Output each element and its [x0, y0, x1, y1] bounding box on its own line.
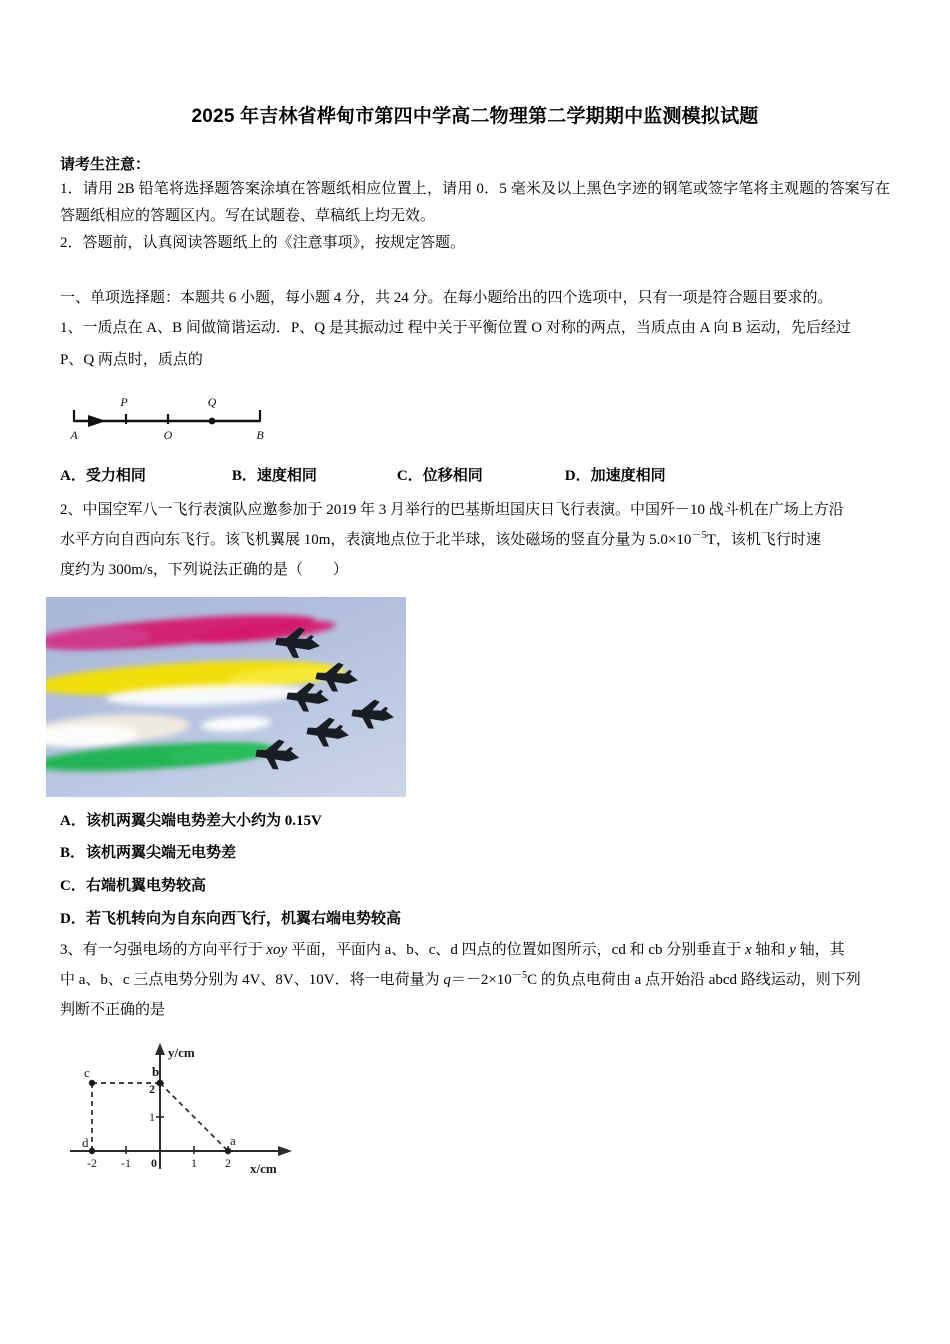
question-3-stem	[60, 935, 890, 965]
question-2-option-d[interactable]	[60, 903, 890, 936]
figure-fighter-jets-airshow	[60, 597, 890, 797]
question-2-number: 2、	[60, 501, 83, 518]
svg-text:a: a	[230, 1133, 236, 1149]
q3-line2-part-b: ＝－2×10	[450, 972, 512, 989]
svg-text:2: 2	[149, 1082, 155, 1097]
question-1-number: 1、	[60, 319, 83, 336]
question-1-options	[60, 464, 890, 485]
question-3-stem-line-2	[60, 965, 890, 995]
svg-text:P: P	[120, 394, 128, 409]
notice-heading: 请考生注意：	[60, 155, 151, 173]
question-2-options	[60, 805, 890, 936]
option-b-label: B．	[60, 845, 86, 862]
option-a-label: A．	[60, 812, 86, 829]
q3-y-symbol: y	[789, 942, 796, 959]
y-axis-label: y/cm	[168, 1045, 195, 1061]
question-2-stem-line-3: 度约为 300m/s，下列说法正确的是（ ）	[60, 561, 348, 578]
svg-text:A: A	[70, 427, 78, 442]
svg-text:B: B	[256, 427, 264, 442]
option-d-label: D．	[60, 910, 86, 927]
svg-text:-1: -1	[121, 1156, 131, 1171]
q2-line2-part-b: T，该机飞行时速	[706, 531, 821, 548]
option-c-text: 位移相同	[422, 467, 483, 484]
q3-q-symbol: q	[443, 972, 451, 989]
figure-harmonic-motion-number-line	[60, 391, 890, 448]
notice-item-2: 2．答题前，认真阅读答题纸上的《注意事项》，按规定答题。	[60, 235, 466, 252]
q3-line2-part-a: 中 a、b、c 三点电势分别为 4V、8V、10V．将一电荷量为	[60, 972, 444, 989]
svg-text:b: b	[152, 1064, 160, 1080]
svg-text:d: d	[82, 1135, 89, 1151]
option-c-label: C．	[396, 467, 423, 484]
svg-text:2: 2	[225, 1156, 231, 1171]
jets-silhouettes	[46, 597, 406, 797]
fighter-jets-airshow-photo	[46, 597, 406, 797]
question-3-stem-line-3: 判断不正确的是	[60, 1002, 166, 1019]
q3-line1-part-c: 轴和	[751, 942, 790, 959]
option-a-text: 该机两翼尖端电势差大小约为 0.15V	[86, 812, 322, 829]
q3-xoy-symbol: xoy	[266, 942, 288, 959]
svg-text:c: c	[84, 1065, 90, 1081]
svg-text:1: 1	[191, 1156, 197, 1171]
option-b-text: 该机两翼尖端无电势差	[86, 845, 237, 862]
question-2-stem-line-2	[60, 525, 890, 555]
svg-text:-2: -2	[87, 1156, 97, 1171]
x-axis-label: x/cm	[250, 1161, 277, 1177]
q3-line1-part-a: 有一匀强电场的方向平行于	[82, 942, 267, 959]
q3-line1-part-b: 平面，平面内 a、b、c、d 四点的位置如图所示，cd 和 cb 分别垂直于	[287, 942, 745, 959]
q2-line2-exponent: －5	[691, 529, 707, 541]
q3-line2-part-c: C 的负点电荷由 a 点开始沿 abcd 路线运动，则下列	[527, 972, 861, 989]
q3-line2-exponent: －5	[511, 970, 528, 982]
question-1-option-b[interactable]	[232, 464, 317, 485]
question-1-option-d[interactable]	[565, 464, 666, 485]
question-2-option-b[interactable]	[60, 837, 890, 870]
question-1-stem	[60, 313, 890, 345]
number-line-svg	[60, 391, 290, 443]
question-2-option-a[interactable]	[60, 805, 890, 838]
question-3-number: 3、	[60, 942, 83, 959]
option-a-label: A．	[60, 467, 86, 484]
figure-xoy-coordinate-plot	[60, 1041, 890, 1196]
page-title: 2025 年吉林省桦甸市第四中学高二物理第二学期期中监测模拟试题	[191, 106, 759, 127]
option-b-label: B．	[231, 467, 257, 484]
option-d-text: 若飞机转向为自东向西飞行，机翼右端电势较高	[86, 910, 402, 927]
question-1-stem-line-1: 一质点在 A、B 间做简谐运动．P、Q 是其振动过 程中关于平衡位置 O 对称的两点，当质点由 A 向 B 运动，先后经过	[82, 319, 851, 336]
question-2-option-c[interactable]	[60, 870, 890, 903]
question-1-option-c[interactable]	[397, 464, 483, 485]
option-d-text: 加速度相同	[590, 467, 666, 484]
q3-line1-part-d: 轴，其	[795, 942, 845, 959]
option-d-label: D．	[564, 467, 591, 484]
option-b-text: 速度相同	[256, 467, 317, 484]
notice-item-1: 1．请用 2B 铅笔将选择题答案涂填在答题纸相应位置上，请用 0．5 毫米及以上黑色字迹的钢笔或签字笔将主观题的答案写在答题纸相应的答题区内。写在试题卷、草稿纸上均无效。	[60, 180, 890, 225]
option-c-text: 右端机翼电势较高	[86, 877, 207, 894]
svg-text:1: 1	[149, 1110, 155, 1125]
option-c-label: C．	[60, 877, 86, 894]
option-a-text: 受力相同	[85, 467, 146, 484]
question-1-stem-line-2: P、Q 两点时，质点的	[60, 351, 203, 368]
svg-text:O: O	[163, 427, 173, 442]
svg-text:Q: Q	[207, 394, 217, 409]
question-2-stem-line-1: 中国空军八一飞行表演队应邀参加于 2019 年 3 月举行的巴基斯坦国庆日飞行表演。中国歼－10 战斗机在广场上方沿	[82, 501, 844, 518]
question-1-option-a[interactable]	[60, 464, 146, 485]
q2-line2-part-a: 水平方向自西向东飞行。该飞机翼展 10m，表演地点位于北半球，该处磁场的竖直分量为 5.0×10	[60, 531, 692, 548]
xoy-plot-svg	[60, 1041, 310, 1191]
question-2-stem	[60, 495, 890, 525]
q3-x-symbol: x	[745, 942, 752, 959]
svg-text:0: 0	[151, 1156, 157, 1171]
section-heading: 一、单项选择题：本题共 6 小题，每小题 4 分，共 24 分。在每小题给出的四个选项中，只有一项是符合题目要求的。	[60, 289, 833, 306]
